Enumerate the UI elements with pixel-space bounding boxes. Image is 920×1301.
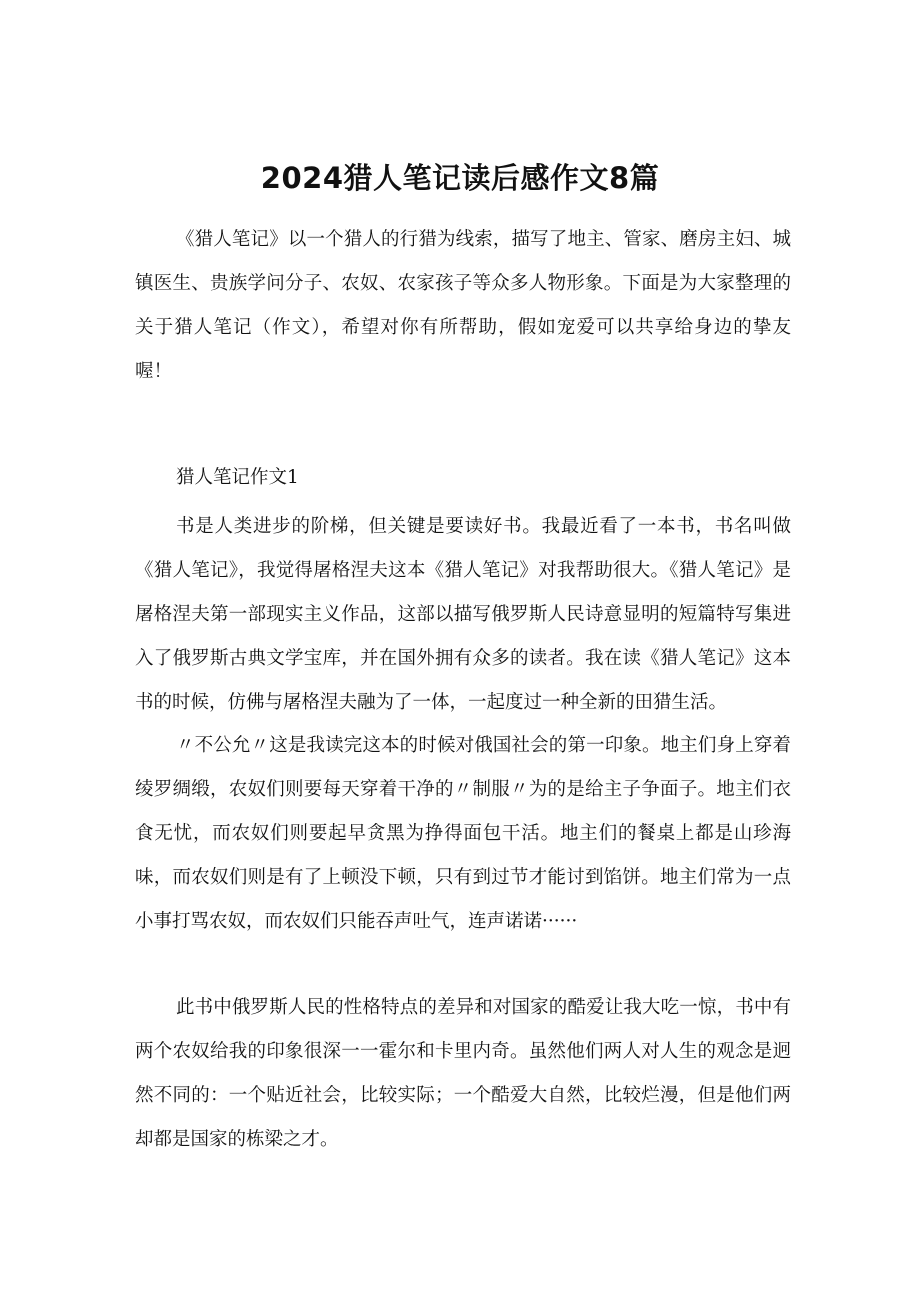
body-paragraph: 书是人类进步的阶梯，但关键是要读好书。我最近看了一本书，书名叫做《猎人笔记》，我觉得屠格涅夫这本《猎人笔记》对我帮助很大。《猎人笔记》是屠格涅夫第一部现实主义作品，这部以描写俄罗斯人民诗意显明的短篇特写集进入了俄罗斯古典文学宝库，并在国外拥有众多的读者。我在读《猎人笔记》这本书的时候，仿佛与屠格涅夫融为了一体，一起度过一种全新的田猎生活。 <box>135 516 791 713</box>
body-paragraph: 〃不公允〃这是我读完这本的时候对俄国社会的第一印象。地主们身上穿着绫罗绸缎，农奴们则要每天穿着干净的〃制服〃为的是给主子争面子。地主们衣食无忧，而农奴们则要起早贪黑为挣得面包干活。地主们的餐桌上都是山珍海味，而农奴们则是有了上顿没下顿，只有到过节才能讨到馅饼。地主们常为一点小事打骂农奴，而农奴们只能吞声吐气，连声诺诺······ <box>135 735 791 932</box>
document-title: 2024猎人笔记读后感作文8篇 <box>260 161 660 196</box>
body-paragraph: 此书中俄罗斯人民的性格特点的差异和对国家的酷爱让我大吃一惊，书中有两个农奴给我的印象很深一一霍尔和卡里内奇。虽然他们两人对人生的观念是迥然不同的：一个贴近社会，比较实际；一个酷爱大自然，比较烂漫，但是他们两却都是国家的栋梁之才。 <box>135 997 791 1150</box>
intro-paragraph: 《猎人笔记》以一个猎人的行猎为线索，描写了地主、管家、磨房主妇、城镇医生、贵族学问分子、农奴、农家孩子等众多人物形象。下面是为大家整理的关于猎人笔记（作文），希望对你有所帮助，假如宠爱可以共享给身边的挚友喔！ <box>135 229 791 382</box>
section-heading: 猎人笔记作文1 <box>176 467 299 488</box>
